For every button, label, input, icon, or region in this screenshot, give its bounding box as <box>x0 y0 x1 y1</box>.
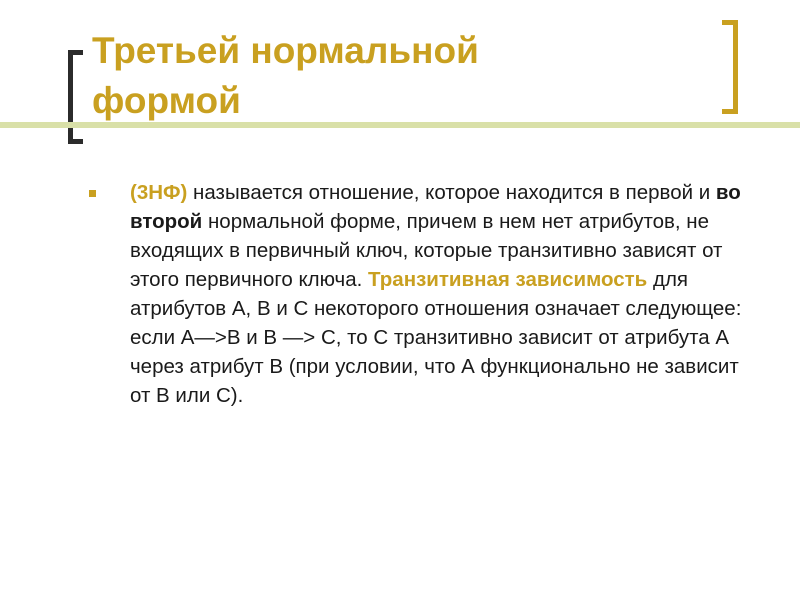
slide-title-line-2: формой <box>92 80 241 121</box>
square-bullet-icon <box>89 190 96 197</box>
slide-title <box>92 26 692 126</box>
body-text <box>130 181 741 407</box>
right-bracket-decoration <box>722 20 738 114</box>
body-text-part-1: называется отношение, которое находится в первой и <box>187 181 716 204</box>
body-text-part-2: нормальной форме, причем в нем нет атрибутов, не входящих в первичный ключ, которые транзитивно зависят от этого первичного ключа. <box>130 210 723 291</box>
slide-title-line-1: Третьей нормальной <box>92 30 479 71</box>
left-bracket-decoration <box>68 50 83 144</box>
bullet-item <box>85 178 745 410</box>
term-transitive-dependency: Транзитивная зависимость <box>368 268 648 291</box>
bullet-list <box>85 178 745 410</box>
emphasis-second: во второй <box>130 181 741 233</box>
abbreviation-3nf: (3НФ) <box>130 181 188 204</box>
body-text-part-3: для атрибутов А, В и С некоторого отношения означает следующее: если А—>В и В —> С, то С транзитивно зависит от атрибута А через атрибут В (при условии, что А функционально не зависит от В или С). <box>130 268 742 407</box>
